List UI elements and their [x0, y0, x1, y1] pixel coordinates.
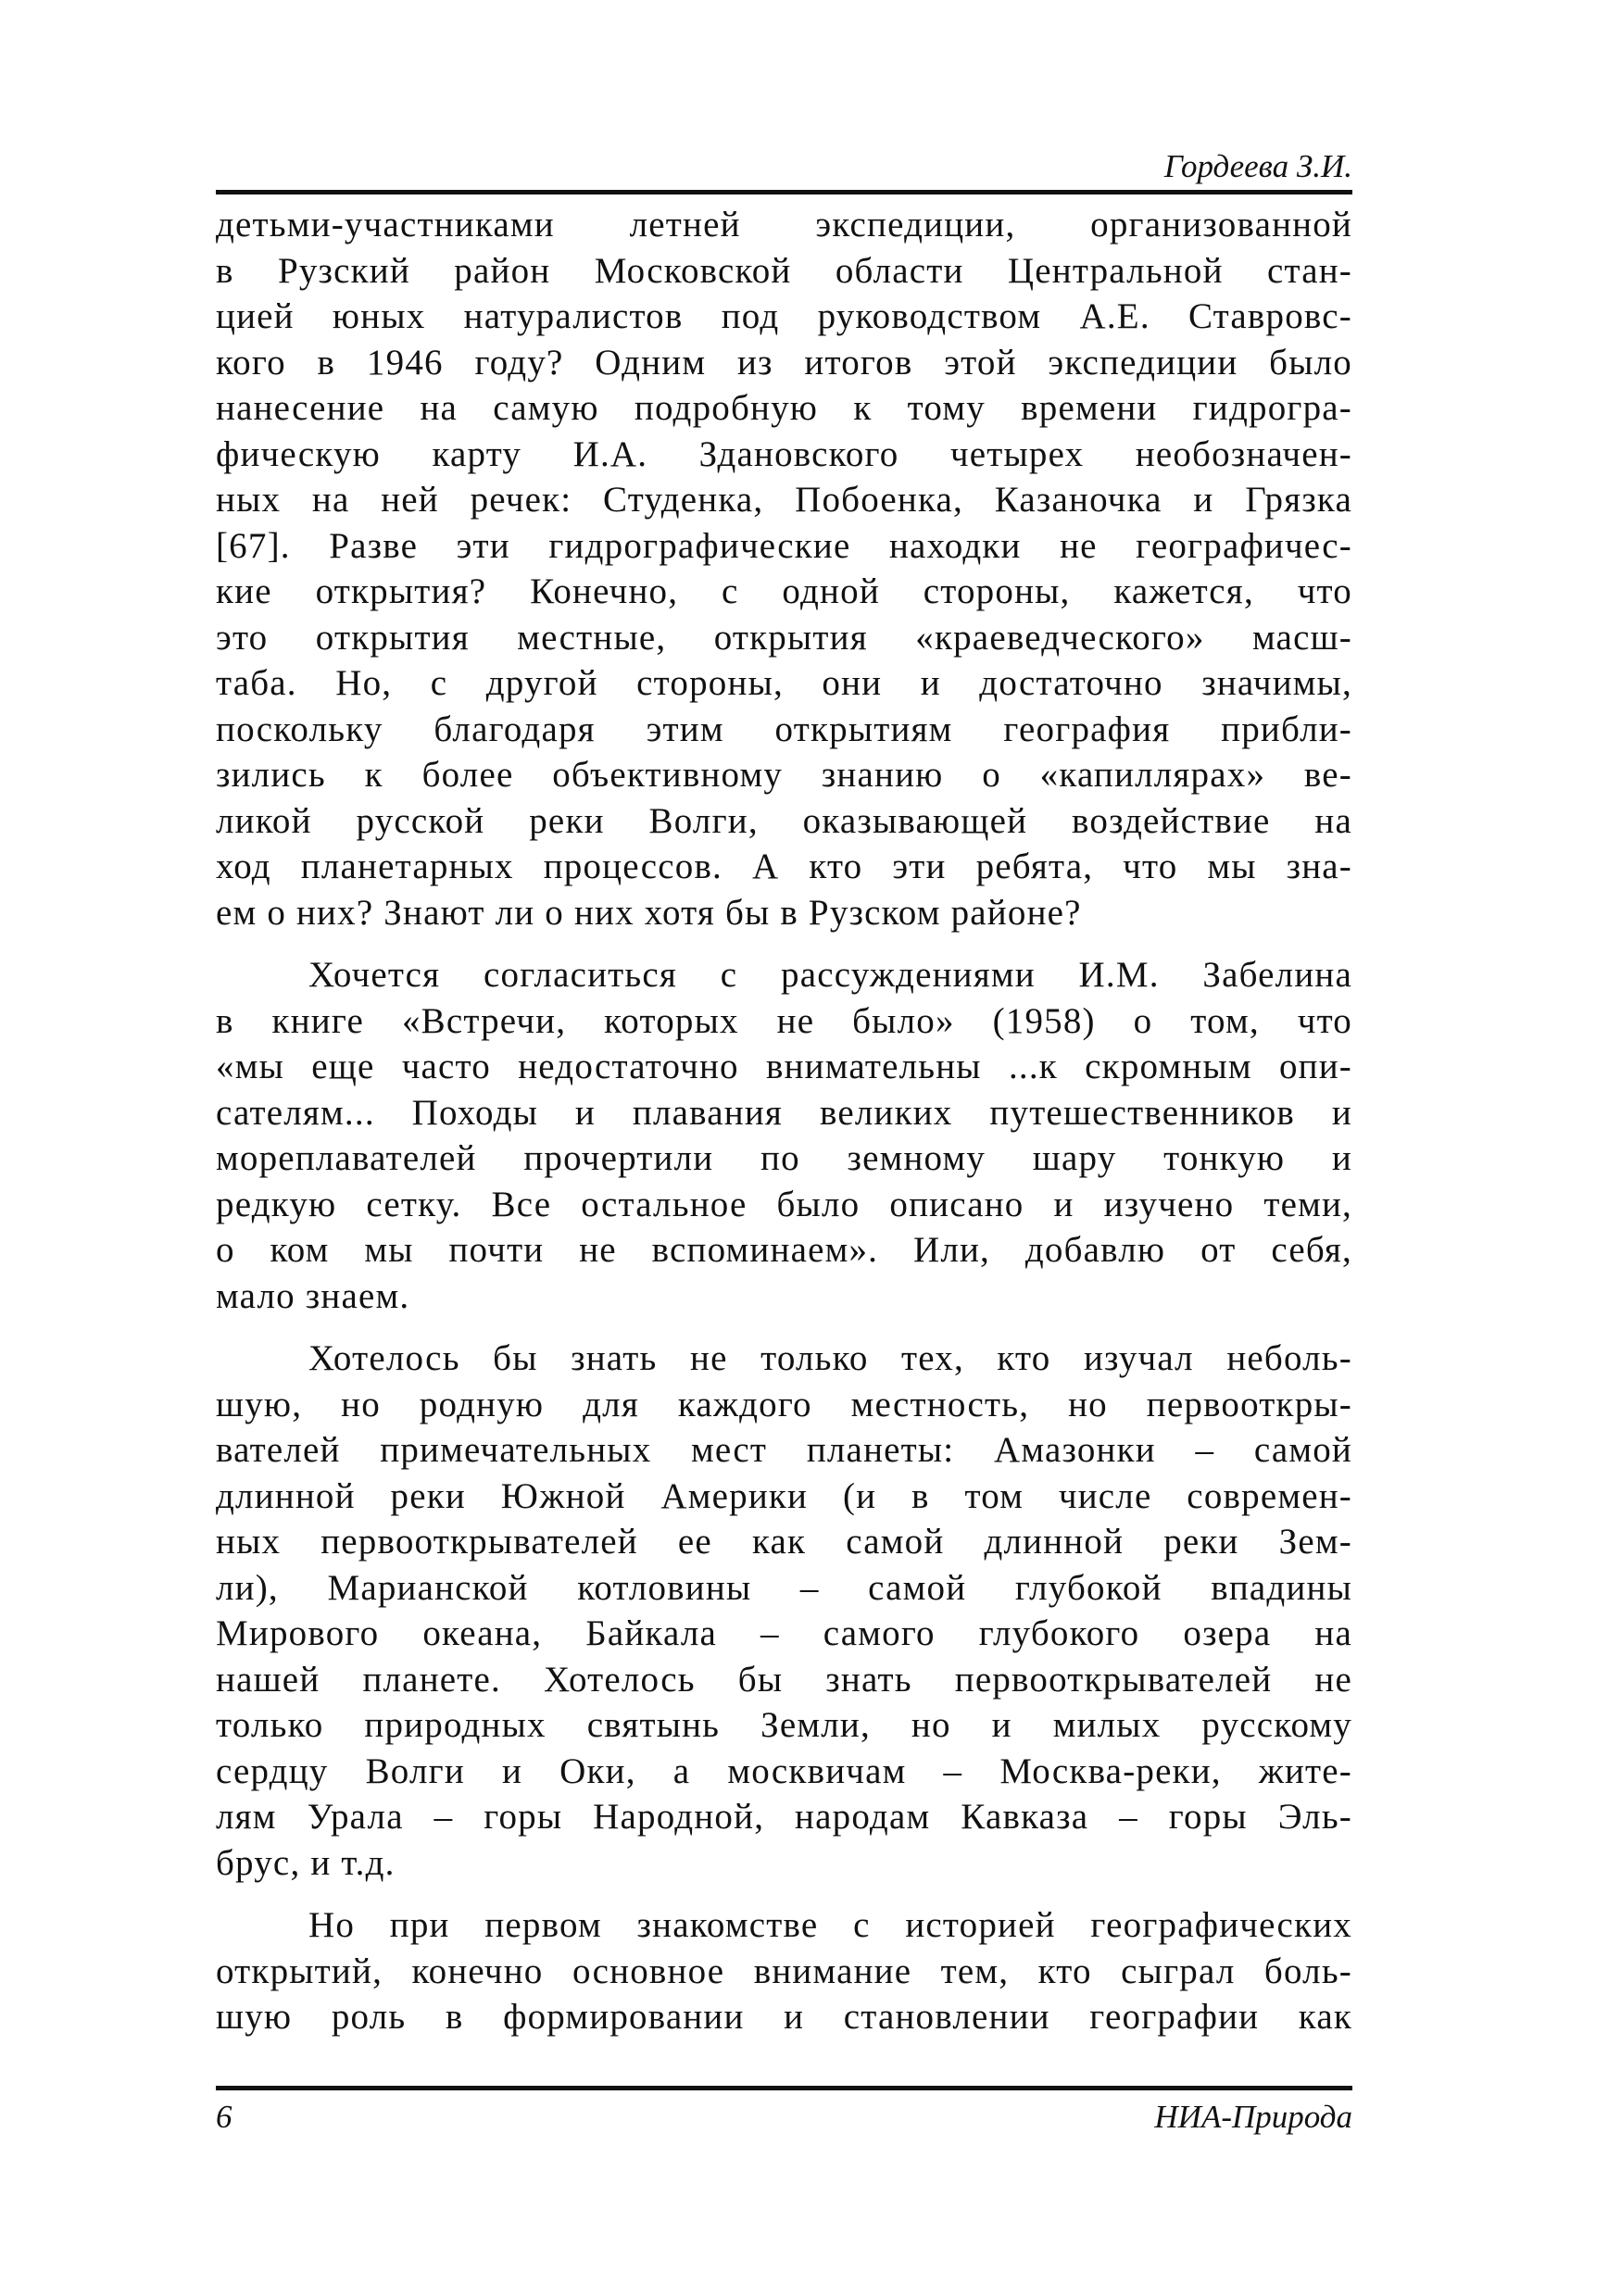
- text-line: шую роль в формировании и становлении географии как: [216, 1997, 1352, 2037]
- text-line: ход планетарных процессов. А кто эти ребята, что мы зна-: [216, 847, 1352, 886]
- text-line: ем о них? Знают ли о них хотя бы в Рузском районе?: [216, 892, 1082, 933]
- footer-rule: [216, 2086, 1352, 2090]
- paragraph: [216, 952, 1352, 1319]
- book-page: [216, 0, 1352, 2296]
- page-number: 6: [216, 2099, 232, 2135]
- text-line: брус, и т.д.: [216, 1842, 396, 1883]
- text-line: ных первооткрывателей ее как самой длинной реки Зем-: [216, 1522, 1352, 1562]
- text-line: Хочется согласиться с рассуждениями И.М. Забелина: [308, 955, 1352, 995]
- paragraph: [216, 1336, 1352, 1886]
- text-line: редкую сетку. Все остальное было описано и изучено теми,: [216, 1184, 1352, 1224]
- text-line: поскольку благодаря этим открытиям география прибли-: [216, 709, 1352, 749]
- text-line: нанесение на самую подробную к тому времени гидрогра-: [216, 388, 1352, 428]
- text-line: Но при первом знакомстве с историей географических: [308, 1905, 1352, 1945]
- text-line: открытий, конечно основное внимание тем, кто сыграл боль-: [216, 1951, 1352, 1991]
- text-line: это открытия местные, открытия «краеведческого» масш-: [216, 617, 1352, 658]
- text-line: лям Урала – горы Народной, народам Кавказа – горы Эль-: [216, 1797, 1352, 1837]
- running-head-author: Гордеева З.И.: [1163, 148, 1352, 184]
- text-line: длинной реки Южной Америки (и в том числе современ-: [216, 1475, 1352, 1516]
- text-line: ли), Марианской котловины – самой глубокой впадины: [216, 1567, 1352, 1608]
- text-line: кого в 1946 году? Одним из итогов этой экспедиции было: [216, 342, 1352, 383]
- text-line: фическую карту И.А. Здановского четырех необозначен-: [216, 433, 1352, 474]
- text-line: ных на ней речек: Студенка, Побоенка, Казаночка и Грязка: [216, 480, 1352, 520]
- text-line: шую, но родную для каждого местность, но первооткры-: [216, 1384, 1352, 1424]
- text-line: мореплавателей прочертили по земному шару тонкую и: [216, 1138, 1352, 1178]
- text-line: сателям... Походы и плавания великих путешественников и: [216, 1092, 1352, 1133]
- text-line: мало знаем.: [216, 1275, 410, 1316]
- text-line: сердцу Волги и Оки, а москвичам – Москва-реки, жите-: [216, 1750, 1352, 1791]
- text-line: [67]. Разве эти гидрографические находки не географичес-: [216, 525, 1352, 566]
- text-line: детьми-участниками летней экспедиции, организованной: [216, 205, 1352, 245]
- body-text: [216, 202, 1352, 2040]
- text-line: Мирового океана, Байкала – самого глубокого озера на: [216, 1613, 1352, 1653]
- text-line: вателей примечательных мест планеты: Амазонки – самой: [216, 1430, 1352, 1470]
- text-line: Хотелось бы знать не только тех, кто изучал неболь-: [308, 1338, 1352, 1378]
- text-line: «мы еще часто недостаточно внимательны ...к скромным опи-: [216, 1047, 1352, 1086]
- text-line: только природных святынь Земли, но и милых русскому: [216, 1705, 1352, 1745]
- text-line: цией юных натуралистов под руководством А.Е. Ставровс-: [216, 296, 1352, 336]
- header-rule: [216, 190, 1352, 194]
- text-line: зились к более объективному знанию о «капиллярах» ве-: [216, 755, 1352, 795]
- text-line: в Рузский район Московской области Центральной стан-: [216, 250, 1352, 291]
- text-line: ликой русской реки Волги, оказывающей воздействие на: [216, 800, 1352, 841]
- text-line: о ком мы почти не вспоминаем». Или, добавлю от себя,: [216, 1230, 1352, 1270]
- text-line: нашей планете. Хотелось бы знать первооткрывателей не: [216, 1659, 1352, 1700]
- text-line: кие открытия? Конечно, с одной стороны, кажется, что: [216, 571, 1352, 611]
- paragraph: [216, 1902, 1352, 2040]
- text-line: в книге «Встречи, которых не было» (1958) о том, что: [216, 1000, 1352, 1041]
- text-line: таба. Но, с другой стороны, они и достаточно значимы,: [216, 663, 1352, 703]
- publisher-name: НИА-Природа: [1154, 2099, 1352, 2135]
- paragraph: [216, 202, 1352, 935]
